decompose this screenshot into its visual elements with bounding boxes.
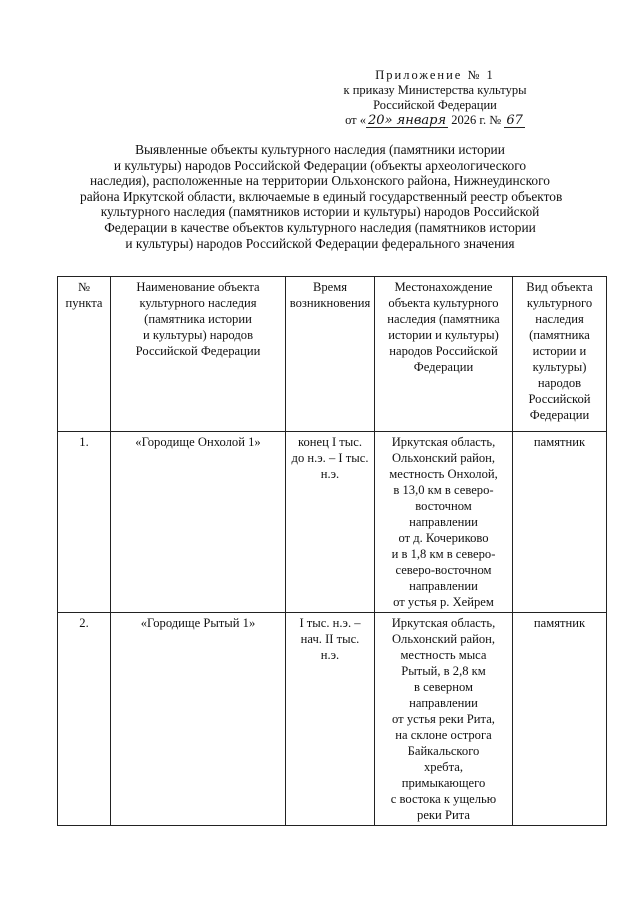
location-line: от устья реки Рита, (392, 712, 495, 726)
time-line: до н.э. – I тыс. (291, 451, 369, 465)
location-line: восточном (415, 499, 472, 513)
header-line: наследия (535, 312, 584, 326)
table-header-row (58, 277, 607, 432)
header-number (58, 277, 111, 432)
date-prefix: от « (345, 113, 367, 127)
appendix-block (330, 68, 540, 128)
title-line: Федерации в качестве объектов культурного наследия (памятников истории (104, 219, 536, 235)
header-line: Время (312, 280, 348, 294)
header-line: Вид объекта (526, 280, 593, 294)
header-line: и культуры) народов (142, 328, 254, 342)
header-name (111, 277, 286, 432)
cell-kind: памятник (513, 613, 607, 826)
handwritten-date: 20» января (368, 113, 447, 128)
cell-name: «Городище Рытый 1» (111, 613, 286, 826)
document-title (80, 142, 563, 251)
cell-kind: памятник (513, 432, 607, 613)
location-line: в 13,0 км в северо- (393, 483, 494, 497)
location-line: местность Онхолой, (389, 467, 498, 481)
handwritten-number: 67 (506, 113, 523, 128)
cell-time (286, 432, 375, 613)
time-line: I тыс. н.э. – (299, 616, 361, 630)
cell-number: 1. (58, 432, 111, 613)
location-line: примыкающего (401, 776, 486, 790)
title-line: наследия), расположенные на территории Ольхонского района, Нижнеудинского (90, 173, 550, 189)
header-line: культурного наследия (139, 296, 257, 310)
cell-number: 2. (58, 613, 111, 826)
header-line: культуры) (532, 360, 587, 374)
header-line: Наименование объекта (136, 280, 260, 294)
location-line: Иркутская область, (391, 616, 496, 630)
header-line: возникновения (289, 296, 371, 310)
header-line: Федерации (529, 408, 590, 422)
title-line: и культуры) народов Российской Федерации федерального значения (125, 235, 515, 251)
header-line: народов Российской (389, 344, 498, 358)
cell-time (286, 613, 375, 826)
appendix-title: Приложение № 1 (375, 68, 495, 82)
appendix-date-line (330, 113, 540, 128)
cell-location (375, 613, 513, 826)
appendix-order-ref: к приказу Министерства культуры (343, 83, 527, 97)
header-line: (памятника (529, 328, 590, 342)
header-line: истории и культуры) (388, 328, 499, 342)
location-line: и в 1,8 км в северо- (391, 547, 496, 561)
location-line: Ольхонский район, (391, 632, 496, 646)
header-line: народов (537, 376, 582, 390)
cell-name: «Городище Онхолой 1» (111, 432, 286, 613)
time-line: н.э. (320, 648, 340, 662)
location-line: Рытый, в 2,8 км (401, 664, 486, 678)
heritage-table (57, 276, 607, 826)
time-line: нач. II тыс. (300, 632, 360, 646)
location-line: Байкальского (407, 744, 480, 758)
header-line: Российской Федерации (135, 344, 261, 358)
title-line: района Иркутской области, включаемые в единый государственный реестр объектов (80, 188, 563, 204)
header-line: Российской (528, 392, 591, 406)
location-line: местность мыса (400, 648, 487, 662)
header-line: Местонахождение (394, 280, 493, 294)
date-middle: 2026 г. № (451, 113, 502, 127)
header-line: (памятника истории (144, 312, 252, 326)
title-line: и культуры) народов Российской Федерации (объекты археологического (113, 157, 527, 173)
location-line: Иркутская область, (391, 435, 496, 449)
header-line: истории и (532, 344, 587, 358)
header-line: объекта культурного (388, 296, 499, 310)
title-line: культурного наследия (памятников истории и культуры) народов Российской (100, 204, 540, 220)
location-line: направлении (409, 515, 478, 529)
location-line: от устья р. Хейрем (393, 595, 494, 609)
cell-location (375, 432, 513, 613)
location-line: хребта, (424, 760, 463, 774)
location-line: от д. Кочериково (398, 531, 489, 545)
header-time (286, 277, 375, 432)
appendix-ministry: Российской Федерации (373, 98, 497, 112)
location-line: на склоне острога (395, 728, 492, 742)
location-line: северо-восточном (395, 563, 492, 577)
header-line: № (77, 280, 91, 294)
header-line: пункта (65, 296, 103, 310)
table-body (58, 432, 607, 826)
location-line: Ольхонский район, (391, 451, 496, 465)
location-line: направлении (409, 579, 478, 593)
table-row (58, 432, 607, 613)
header-line: наследия (памятника (387, 312, 500, 326)
location-line: направлении (409, 696, 478, 710)
location-line: в северном (414, 680, 473, 694)
time-line: конец I тыс. (297, 435, 363, 449)
title-line: Выявленные объекты культурного наследия (памятники истории (135, 142, 505, 157)
location-line: реки Рита (417, 808, 470, 822)
header-location (375, 277, 513, 432)
header-kind (513, 277, 607, 432)
table-row (58, 613, 607, 826)
header-line: культурного (526, 296, 593, 310)
location-line: с востока к ущелью (390, 792, 497, 806)
header-line: Федерации (413, 360, 474, 374)
time-line: н.э. (320, 467, 340, 481)
